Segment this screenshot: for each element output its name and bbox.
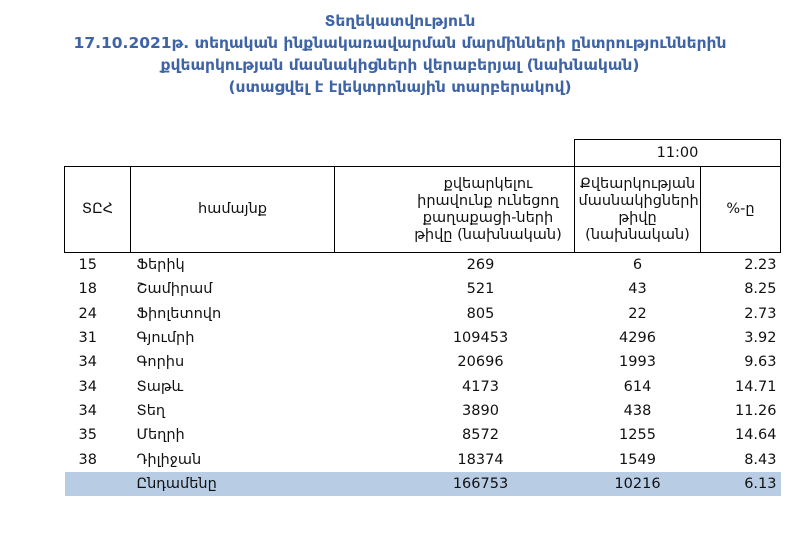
table-row	[65, 399, 781, 423]
table-row	[65, 374, 781, 398]
time-row	[65, 140, 781, 167]
participants-cell: 4296	[619, 330, 656, 347]
participants-cell: 614	[623, 378, 652, 395]
district-cell: 18	[78, 281, 97, 298]
district-cell: 35	[78, 427, 97, 444]
percent-cell: 8.25	[744, 281, 777, 298]
header-participants: Քվեարկության մասնակիցների թիվը (նախնական)	[575, 167, 701, 253]
title-line-4: (ստացվել է էլեկտրոնային տարբերակով)	[228, 78, 572, 96]
community-cell: Տաթև	[136, 378, 184, 395]
district-cell: 34	[78, 378, 97, 395]
participants-cell: 1549	[619, 451, 656, 468]
district-cell: 15	[78, 257, 97, 274]
district-cell: 24	[78, 305, 97, 322]
table-row	[65, 423, 781, 447]
percent-cell: 2.73	[744, 305, 777, 322]
eligible-cell: 109453	[452, 330, 509, 347]
district-cell: 38	[78, 451, 97, 468]
community-cell: Շամիրամ	[136, 281, 213, 298]
participants-cell: 1993	[619, 354, 656, 371]
percent-cell: 3.92	[744, 330, 777, 347]
district-cell: 34	[78, 354, 97, 371]
header-community: համայնք	[131, 167, 335, 253]
district-cell: 31	[78, 330, 97, 347]
header-eligible: քվեարկելու իրավունք ունեցող քաղաքացի-ների թիվը (նախնական)	[335, 167, 575, 253]
district-cell: 34	[78, 402, 97, 419]
participants-cell: 1255	[619, 427, 656, 444]
header-district: ՏԸՀ	[65, 167, 131, 253]
total-label: Ընդամենը	[131, 472, 335, 496]
results-table	[64, 139, 781, 496]
eligible-cell: 269	[466, 257, 495, 274]
total-district-cell	[65, 472, 131, 496]
participants-cell: 22	[628, 305, 647, 322]
community-cell: Գյումրի	[136, 330, 195, 347]
table-row	[65, 326, 781, 350]
eligible-cell: 20696	[457, 354, 504, 371]
participants-cell: 43	[628, 281, 647, 298]
table-row	[65, 447, 781, 471]
table-row	[65, 350, 781, 374]
header-row	[65, 167, 781, 253]
community-cell: Ֆերիկ	[136, 257, 185, 274]
eligible-cell: 805	[466, 305, 495, 322]
eligible-cell: 3890	[462, 402, 499, 419]
title-line-2: 17.10.2021թ. տեղական ինքնակառավարման մարմինների ընտրություններին	[73, 34, 727, 52]
time-label: 11:00	[575, 140, 781, 167]
title-line-3: քվեարկության մասնակիցների վերաբերյալ (նախնական)	[160, 56, 640, 74]
percent-cell: 11.26	[734, 402, 777, 419]
community-cell: Դիլիջան	[136, 451, 202, 468]
table-row	[65, 277, 781, 301]
header-percent: %-ը	[701, 167, 781, 253]
table-row	[65, 253, 781, 278]
eligible-cell: 8572	[462, 427, 499, 444]
eligible-cell: 4173	[462, 378, 499, 395]
percent-cell: 2.23	[744, 257, 777, 274]
table-row	[65, 302, 781, 326]
community-cell: Ֆիոլետովո	[136, 305, 222, 322]
community-cell: Գորիս	[136, 354, 185, 371]
community-cell: Տեղ	[136, 402, 166, 419]
total-eligible: 166753	[335, 472, 575, 496]
total-percent: 6.13	[701, 472, 781, 496]
eligible-cell: 18374	[457, 451, 504, 468]
community-cell: Մեղրի	[136, 427, 185, 444]
eligible-cell: 521	[466, 281, 495, 298]
percent-cell: 14.64	[734, 427, 777, 444]
participants-cell: 438	[623, 402, 652, 419]
total-row	[65, 472, 781, 496]
percent-cell: 8.43	[744, 451, 777, 468]
participants-cell: 6	[632, 257, 643, 274]
percent-cell: 9.63	[744, 354, 777, 371]
total-participants: 10216	[575, 472, 701, 496]
percent-cell: 14.71	[734, 378, 777, 395]
report-title	[0, 10, 800, 98]
title-line-1: Տեղեկատվություն	[324, 12, 476, 30]
